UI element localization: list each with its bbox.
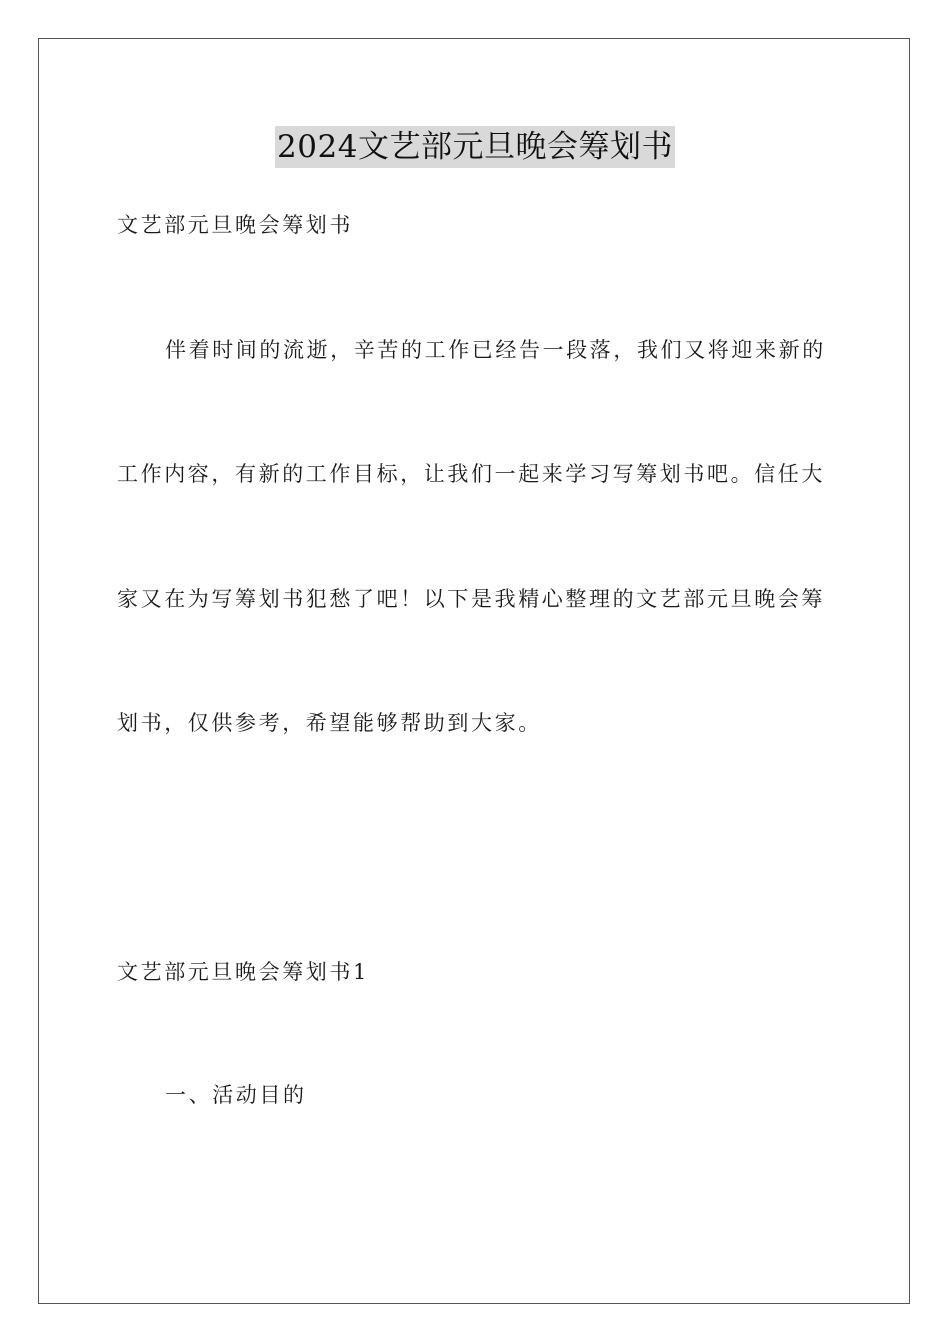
document-title: 2024文艺部元旦晚会筹划书 bbox=[275, 126, 675, 168]
intro-line-3: 家又在为写筹划书犯愁了吧！以下是我精心整理的文艺部元旦晚会筹 bbox=[117, 587, 825, 611]
item-heading: 一、活动目的 bbox=[165, 1083, 307, 1107]
intro-line-2: 工作内容，有新的工作目标，让我们一起来学习写筹划书吧。信任大 bbox=[117, 462, 825, 486]
document-subtitle: 文艺部元旦晚会筹划书 bbox=[117, 213, 353, 237]
intro-line-4: 划书，仅供参考，希望能够帮助到大家。 bbox=[117, 711, 542, 735]
section-heading: 文艺部元旦晚会筹划书1 bbox=[117, 960, 369, 984]
title-container bbox=[0, 126, 950, 168]
intro-line-1: 伴着时间的流逝，辛苦的工作已经告一段落，我们又将迎来新的 bbox=[165, 338, 826, 362]
